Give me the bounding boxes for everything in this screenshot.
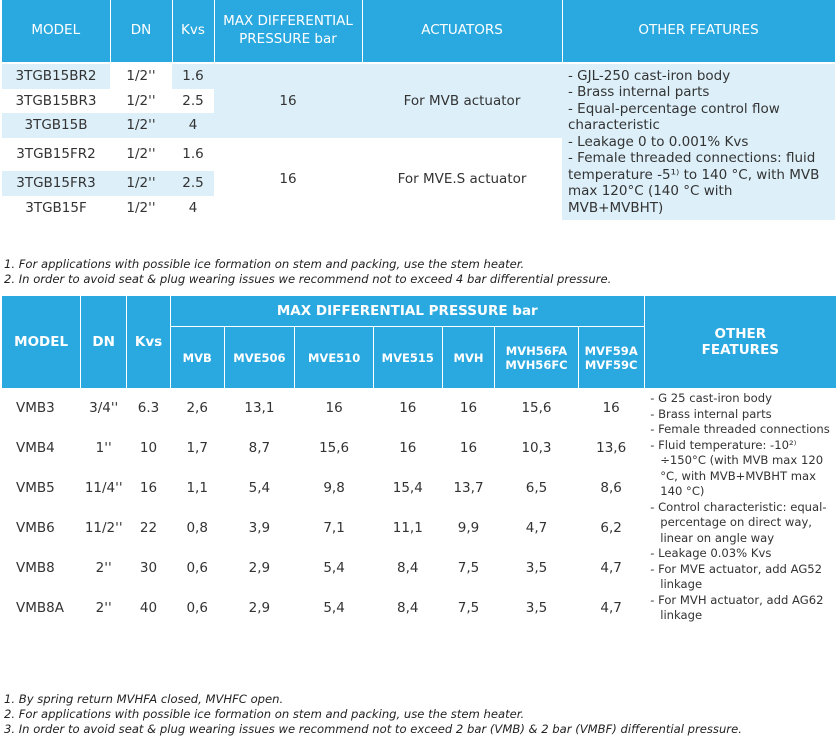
col-model-header: MODEL — [2, 0, 110, 62]
feature-item: - Female threaded connections — [650, 422, 830, 436]
mve510-cell: 5,4 — [323, 600, 345, 616]
kvs-cell: 2.5 — [182, 92, 204, 109]
dn-cell: 1/2'' — [110, 171, 172, 196]
table-row — [2, 64, 835, 89]
mvf59-cell: 8,6 — [600, 480, 622, 496]
col-dn-header: DN — [110, 0, 172, 62]
kvs-cell: 1.6 — [172, 64, 214, 89]
mvb-cell: 0,8 — [186, 520, 208, 536]
model-cell: VMB4 — [16, 440, 55, 456]
actuator-cell: For MVB actuator — [362, 64, 562, 138]
col-features-header: OTHER FEATURES — [562, 0, 835, 62]
feature-item: - Equal-percentage control flow characteristic — [568, 100, 780, 134]
col-kvs-header: Kvs — [172, 0, 214, 62]
dn-cell: 1/2'' — [126, 92, 156, 109]
footnote: 1. By spring return MVHFA closed, MVHFC open. — [4, 692, 284, 706]
feature-item: - Control characteristic: equal-percentage on direct way, linear on angle way — [650, 499, 827, 545]
mve506-cell: 13,1 — [244, 400, 275, 416]
dn-cell: 1'' — [95, 440, 112, 456]
footnote: 2. For applications with possible ice formation on stem and packing, use the stem heater. — [4, 707, 525, 721]
mvh56-cell: 6,5 — [525, 480, 548, 496]
valve-table-vmb — [2, 296, 837, 628]
mve515-cell: 8,4 — [397, 600, 419, 616]
mvh56-cell: 15,6 — [521, 400, 552, 416]
col-actuators-header: ACTUATORS — [362, 0, 562, 62]
dn-cell: 2'' — [95, 560, 112, 576]
col-model-header: MODEL — [2, 296, 81, 388]
features-cell — [562, 64, 835, 220]
mvh56-cell: 3,5 — [525, 600, 548, 616]
feature-item: - GJL-250 cast-iron body — [568, 68, 731, 84]
col-mve510-header: MVE510 — [295, 327, 374, 389]
kvs-cell: 30 — [139, 560, 158, 576]
mvh-cell: 7,5 — [457, 600, 480, 616]
model-cell: 3TGB15B — [2, 113, 110, 138]
kvs-cell: 16 — [139, 480, 158, 496]
feature-item: - Female threaded connections: fluid temperature -5¹⁾ to 140 °C, with MVB max 120°C (140 °C with MVB+MVBHT) — [568, 150, 820, 216]
pressure-cell: 16 — [214, 138, 362, 221]
mvh-cell: 13,7 — [453, 480, 484, 496]
mve510-cell: 9,8 — [323, 480, 345, 496]
model-cell: 3TGB15BR2 — [2, 64, 110, 89]
model-cell: 3TGB15FR2 — [16, 146, 96, 163]
mvb-cell: 0,6 — [186, 600, 208, 616]
footnotes-table1 — [4, 257, 611, 287]
kvs-cell: 4 — [172, 113, 214, 138]
table-row — [2, 388, 837, 428]
feature-item: - Leakage 0.03% Kvs — [650, 546, 772, 560]
model-cell: VMB6 — [16, 520, 55, 536]
dn-cell: 1/2'' — [126, 146, 156, 163]
feature-item: - Fluid temperature: -10²⁾÷150°C (with MVB max 120 °C, with MVB+MVBHT max 140 °C) — [650, 437, 824, 498]
model-cell: 3TGB15F — [25, 199, 87, 216]
mvf59-cell: 13,6 — [596, 440, 627, 456]
kvs-cell: 10 — [139, 440, 158, 456]
dn-cell: 1/2'' — [110, 113, 172, 138]
mvb-cell: 1,1 — [186, 480, 208, 496]
mvh-cell: 7,5 — [457, 560, 480, 576]
mvf59-cell: 16 — [602, 400, 620, 416]
dn-cell: 2'' — [95, 600, 112, 616]
footnote: 3. In order to avoid seat & plug wearing issues we recommend not to exceed 2 bar (VMB) & 2 bar (VMBF) differential pressure. — [4, 722, 742, 736]
mve506-cell: 5,4 — [248, 480, 271, 496]
mve515-cell: 16 — [399, 400, 417, 416]
mve515-cell: 11,1 — [392, 520, 423, 536]
mve515-cell: 16 — [399, 440, 417, 456]
mve506-cell: 3,9 — [248, 520, 271, 536]
mve506-cell: 8,7 — [248, 440, 271, 456]
model-cell: VMB3 — [16, 400, 55, 416]
col-mve506-header: MVE506 — [224, 327, 295, 389]
dn-cell: 11/4'' — [84, 480, 123, 496]
footnotes-table2 — [4, 692, 742, 737]
col-mvh-header: MVH — [442, 327, 495, 389]
kvs-cell: 6.3 — [137, 400, 160, 416]
feature-item: - For MVE actuator, add AG52 linkage — [650, 561, 823, 591]
mve515-cell: 15,4 — [392, 480, 423, 496]
pressure-cell: 16 — [214, 64, 362, 138]
model-cell: 3TGB15FR3 — [2, 171, 110, 196]
model-cell: VMB5 — [16, 480, 55, 496]
mve515-cell: 8,4 — [397, 560, 419, 576]
col-kvs-header: Kvs — [127, 296, 171, 388]
dn-cell: 1/2'' — [126, 199, 156, 216]
col-pressure-group-header: MAX DIFFERENTIAL PRESSURE bar — [170, 296, 644, 327]
col-mve515-header: MVE515 — [373, 327, 442, 389]
mve510-cell: 5,4 — [323, 560, 345, 576]
mve506-cell: 2,9 — [248, 560, 271, 576]
mvb-cell: 1,7 — [186, 440, 208, 456]
mvf59-cell: 6,2 — [600, 520, 622, 536]
col-mvf59-header: MVF59A MVF59C — [578, 327, 644, 389]
col-mvh56-header: MVH56FA MVH56FC — [495, 327, 578, 389]
footnote: 2. In order to avoid seat & plug wearing issues we recommend not to exceed 4 bar differential pressure. — [4, 272, 612, 286]
kvs-cell: 1.6 — [182, 146, 204, 163]
mvh-cell: 16 — [459, 400, 478, 416]
features-cell — [644, 388, 836, 628]
kvs-cell: 40 — [139, 600, 158, 616]
mve510-cell: 15,6 — [319, 440, 350, 456]
mvb-cell: 2,6 — [186, 400, 208, 416]
col-dn-header: DN — [81, 296, 127, 388]
col-mvb-header: MVB — [170, 327, 224, 389]
actuator-cell: For MVE.S actuator — [362, 138, 562, 221]
feature-item: - For MVH actuator, add AG62 linkage — [650, 592, 824, 622]
feature-item: - Leakage 0 to 0.001% Kvs — [568, 133, 749, 150]
mvh-cell: 9,9 — [457, 520, 480, 536]
model-cell: 3TGB15BR3 — [15, 92, 97, 109]
col-other-features-header: OTHER FEATURES — [644, 296, 836, 388]
dn-cell: 11/2'' — [84, 520, 123, 536]
mve510-cell: 7,1 — [323, 520, 345, 536]
col-pressure-header: MAX DIFFERENTIAL PRESSURE bar — [214, 0, 362, 62]
feature-item: - G 25 cast-iron body — [650, 391, 772, 405]
model-cell: VMB8 — [16, 560, 55, 576]
footnote: 1. For applications with possible ice formation on stem and packing, use the stem heater. — [4, 257, 525, 271]
table1-header-row — [2, 0, 835, 62]
table2-header-row — [2, 296, 837, 327]
mve506-cell: 2,9 — [248, 600, 271, 616]
mvh56-cell: 4,7 — [525, 520, 548, 536]
feature-item: - Brass internal parts — [568, 84, 710, 101]
kvs-cell: 4 — [188, 199, 198, 216]
mvh-cell: 16 — [459, 440, 478, 456]
feature-item: - Brass internal parts — [650, 406, 772, 421]
kvs-cell: 2.5 — [172, 171, 214, 196]
mve510-cell: 16 — [325, 400, 343, 416]
kvs-cell: 22 — [139, 520, 158, 536]
dn-cell: 3/4'' — [89, 400, 119, 416]
dn-cell: 1/2'' — [126, 68, 156, 85]
mvh56-cell: 10,3 — [521, 440, 552, 456]
mvf59-cell: 4,7 — [600, 560, 622, 576]
mvf59-cell: 4,7 — [600, 600, 622, 616]
mvb-cell: 0,6 — [186, 560, 208, 576]
mvh56-cell: 3,5 — [525, 560, 548, 576]
model-cell: VMB8A — [16, 600, 64, 616]
valve-table-3tgb — [2, 0, 836, 220]
